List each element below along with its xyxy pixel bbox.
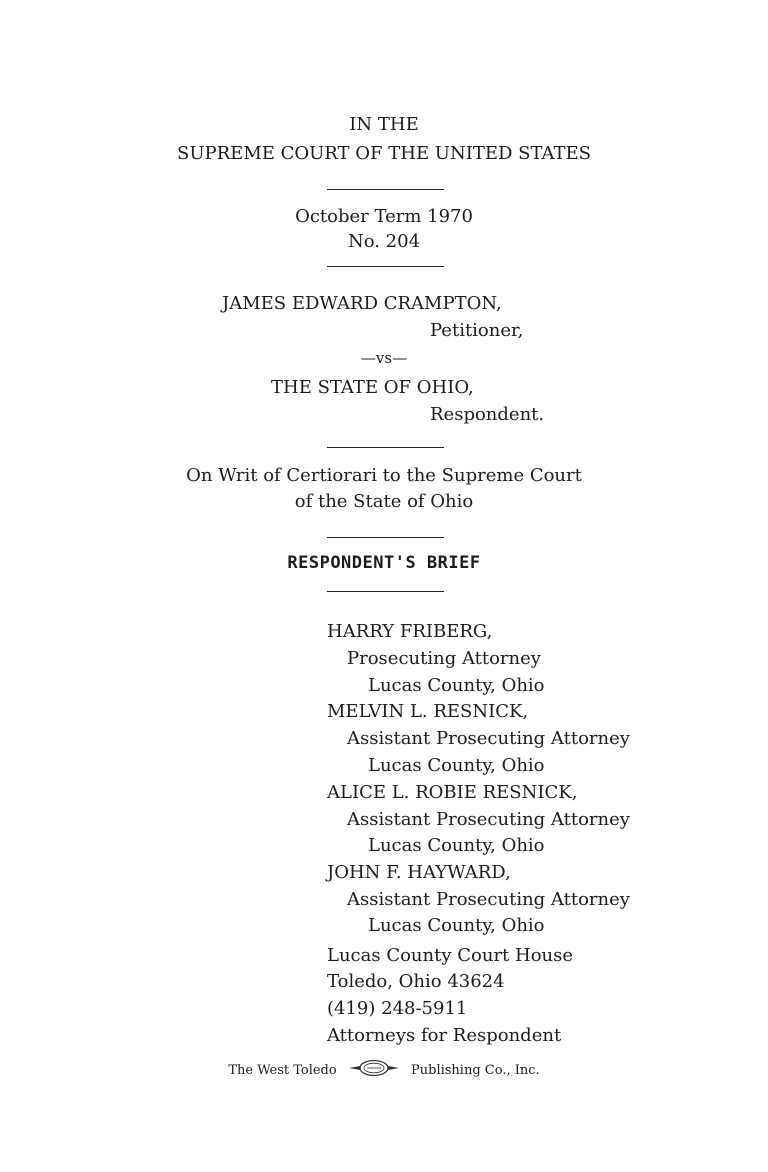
respondent-name: THE STATE OF OHIO, [271, 377, 474, 398]
divider-rule [327, 447, 444, 448]
attorney-name: MELVIN L. RESNICK, [327, 701, 529, 722]
attorney-county: Lucas County, Ohio [368, 915, 545, 936]
printer-name-right: Publishing Co., Inc. [411, 1063, 540, 1078]
brief-title: RESPONDENT'S BRIEF [287, 553, 481, 573]
petitioner-role: Petitioner, [430, 320, 524, 341]
writ-line-2: of the State of Ohio [294, 491, 474, 512]
address-phone: (419) 248-5911 [327, 998, 468, 1019]
attorney-name: JOHN F. HAYWARD, [327, 862, 511, 883]
address-city: Toledo, Ohio 43624 [327, 971, 505, 992]
attorneys-role: Attorneys for Respondent [327, 1025, 562, 1046]
attorney-county: Lucas County, Ohio [368, 675, 545, 696]
attorney-title: Assistant Prosecuting Attorney [347, 889, 630, 910]
docket-number: No. 204 [347, 231, 421, 252]
address-building: Lucas County Court House [327, 945, 574, 966]
petitioner-name: JAMES EDWARD CRAMPTON, [222, 293, 502, 314]
court-line-2: SUPREME COURT OF THE UNITED STATES [177, 143, 591, 164]
respondent-role: Respondent. [430, 404, 545, 425]
attorney-title: Assistant Prosecuting Attorney [347, 728, 630, 749]
attorney-title: Assistant Prosecuting Attorney [347, 809, 630, 830]
divider-rule [327, 189, 444, 190]
divider-rule [327, 591, 444, 592]
attorney-name: ALICE L. ROBIE RESNICK, [327, 782, 578, 803]
attorney-name: HARRY FRIBERG, [327, 621, 493, 642]
attorney-county: Lucas County, Ohio [368, 755, 545, 776]
divider-rule [327, 266, 444, 267]
attorney-title: Prosecuting Attorney [347, 648, 541, 669]
writ-line-1: On Writ of Certiorari to the Supreme Court [186, 465, 582, 486]
court-line-1: IN THE [349, 114, 419, 135]
printer-name-left: The West Toledo [228, 1063, 337, 1078]
printer-logo-icon [347, 1059, 401, 1083]
divider-rule [327, 537, 444, 538]
attorney-county: Lucas County, Ohio [368, 835, 545, 856]
versus: —vs— [360, 349, 408, 367]
term: October Term 1970 [295, 206, 473, 227]
printer-imprint [0, 1059, 768, 1083]
